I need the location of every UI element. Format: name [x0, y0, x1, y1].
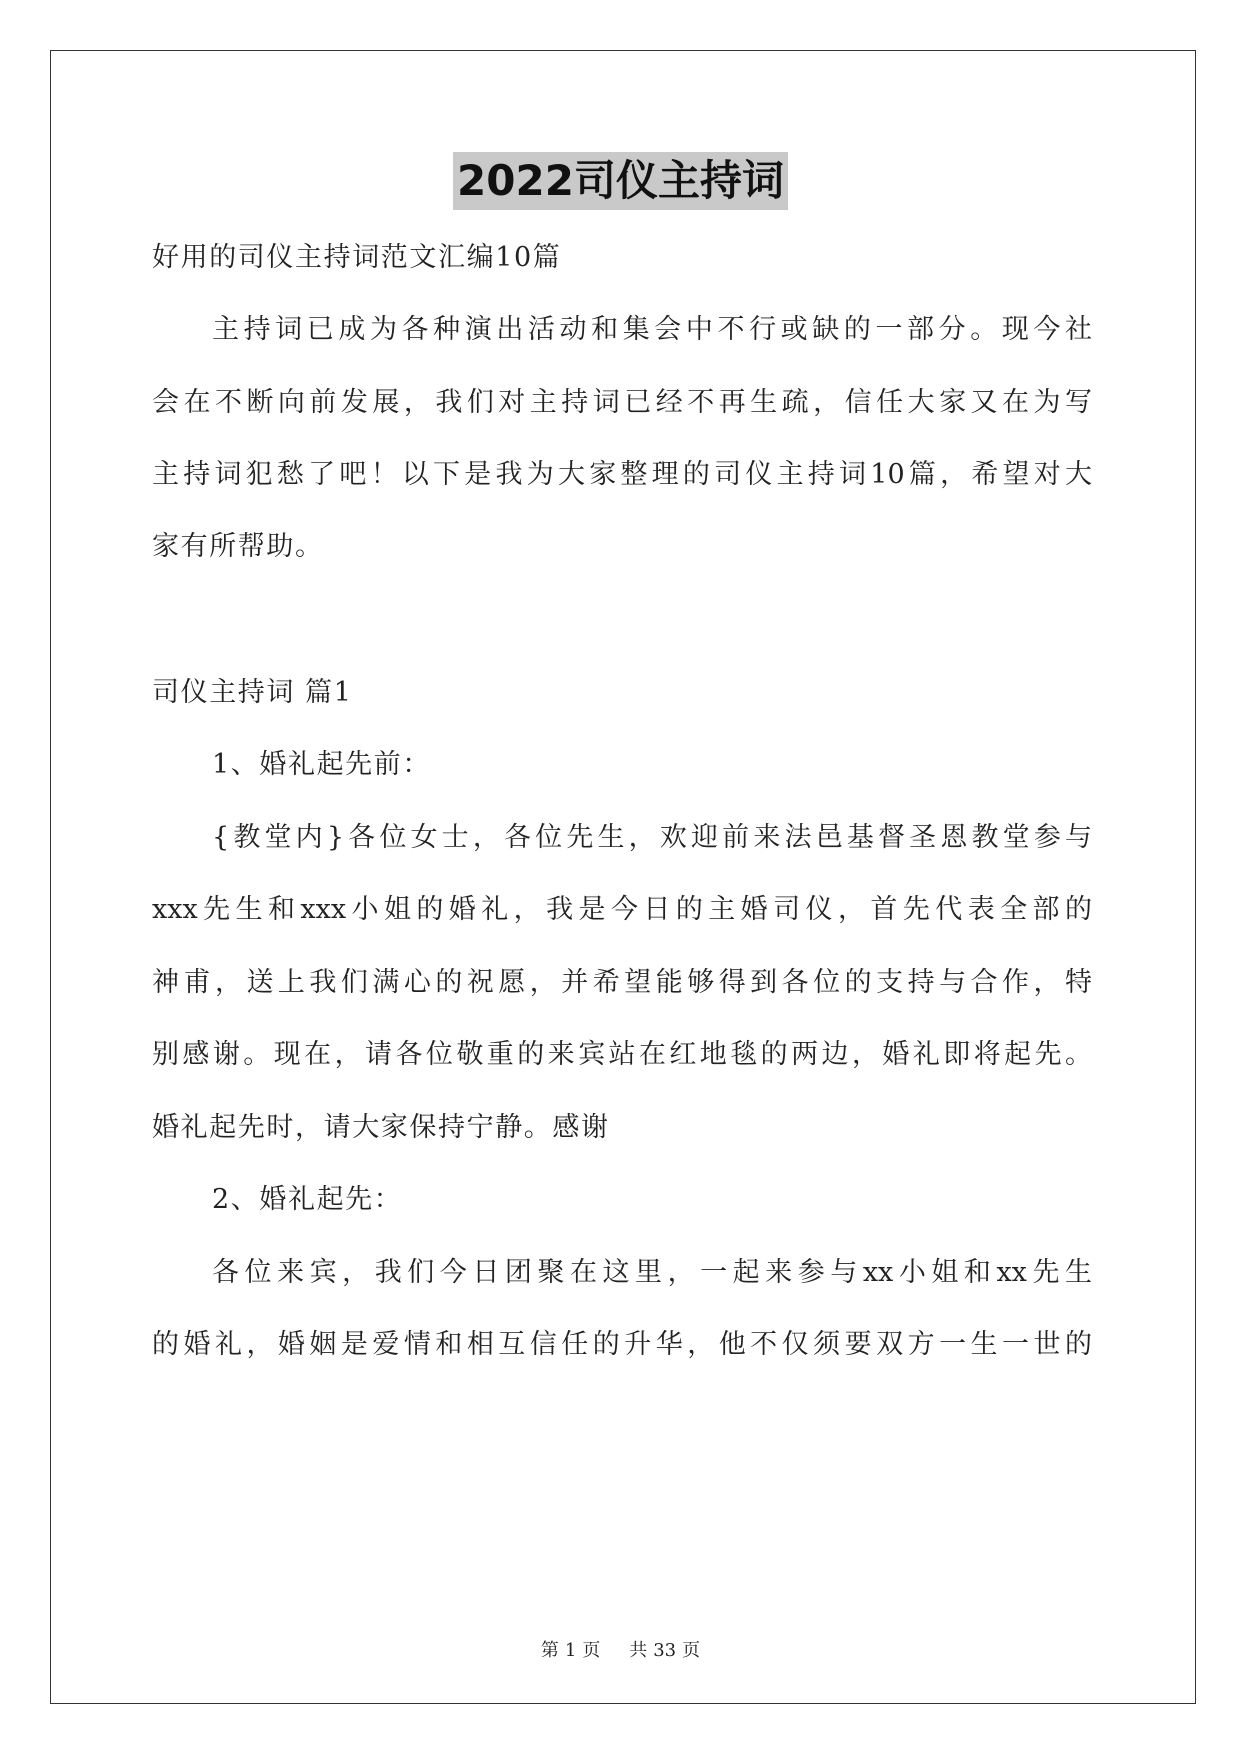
footer-page-prefix: 第 [540, 1640, 559, 1661]
page-border [50, 50, 1196, 1704]
title-container [0, 152, 1241, 210]
item1-line: xxx先生和xxx小姐的婚礼，我是今日的主婚司仪，首先代表全部的 [152, 894, 1092, 925]
item2-line: 各位来宾，我们今日团聚在这里，一起来参与xx小姐和xx先生 [212, 1257, 1092, 1288]
intro-line: 会在不断向前发展，我们对主持词已经不再生疏，信任大家又在为写 [152, 387, 1092, 418]
item1-line: {教堂内}各位女士，各位先生，欢迎前来法邑基督圣恩教堂参与 [212, 822, 1092, 853]
document-title: 2022司仪主持词 [453, 152, 788, 210]
footer-page-suffix: 页 [582, 1640, 601, 1661]
page-footer [0, 1636, 1241, 1662]
section-heading: 司仪主持词 篇1 [152, 677, 353, 708]
footer-total-suffix: 页 [682, 1640, 701, 1661]
item1-line: 别感谢。现在，请各位敬重的来宾站在红地毯的两边，婚礼即将起先。 [152, 1039, 1092, 1070]
item1-heading: 1、婚礼起先前： [212, 749, 431, 780]
footer-total-prefix: 共 [629, 1640, 648, 1661]
item2-heading: 2、婚礼起先： [212, 1184, 403, 1215]
item2-line: 的婚礼，婚姻是爱情和相互信任的升华，他不仅须要双方一生一世的 [152, 1329, 1092, 1360]
footer-total-pages: 33 [653, 1640, 677, 1661]
intro-line: 家有所帮助。 [152, 531, 324, 562]
item1-line: 神甫，送上我们满心的祝愿，并希望能够得到各位的支持与合作，特 [152, 967, 1092, 998]
intro-line: 主持词犯愁了吧！以下是我为大家整理的司仪主持词10篇，希望对大 [152, 459, 1092, 490]
intro-line: 主持词已成为各种演出活动和集会中不行或缺的一部分。现今社 [212, 314, 1092, 345]
footer-page-number: 1 [564, 1640, 577, 1661]
document-subtitle: 好用的司仪主持词范文汇编10篇 [152, 242, 562, 273]
item1-line: 婚礼起先时，请大家保持宁静。感谢 [152, 1112, 610, 1143]
